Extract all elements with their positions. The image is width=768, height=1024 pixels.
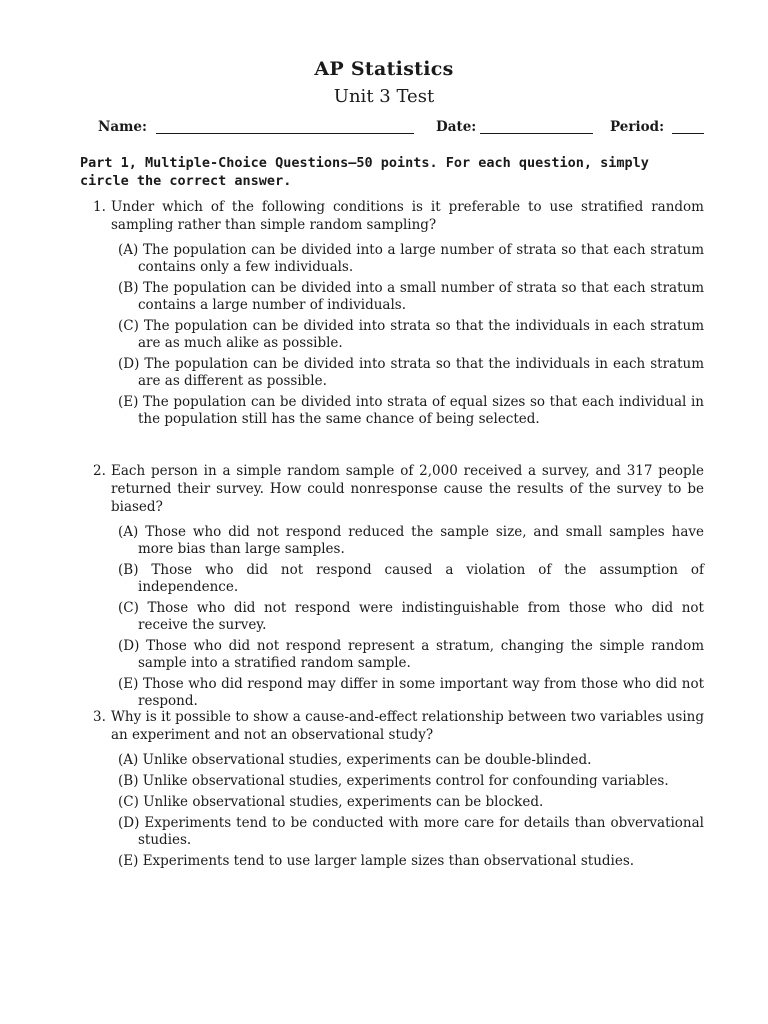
choice-text: Those who did not respond represent a stratum, changing the simple random sample into a stratified random sample. — [138, 638, 704, 671]
choice-text: Experiments tend to be conducted with more care for details than obvervational studies. — [138, 815, 704, 848]
choice-letter: (B) — [118, 562, 139, 578]
choice-e[interactable] — [118, 853, 704, 870]
choice-c[interactable] — [118, 600, 704, 634]
choice-e[interactable] — [118, 394, 704, 428]
choice-text: Those who did not respond caused a violation of the assumption of independence. — [138, 562, 704, 595]
choice-text: Experiments tend to use larger lample sizes than observational studies. — [142, 853, 635, 869]
student-info-fields — [98, 119, 704, 139]
choice-text: Those who did not respond were indistinguishable from those who did not receive the survey. — [138, 600, 704, 633]
date-label: Date: — [436, 119, 477, 135]
choice-text: Unlike observational studies, experiments can be double-blinded. — [142, 752, 592, 768]
question-number: 1. — [93, 199, 106, 215]
choice-text: Unlike observational studies, experiments can be blocked. — [143, 794, 544, 810]
question-text: Why is it possible to show a cause-and-effect relationship between two variables using an experiment and not an observational study? — [111, 709, 704, 743]
choice-letter: (E) — [118, 394, 139, 410]
choice-letter: (B) — [118, 773, 139, 789]
page-subtitle: Unit 3 Test — [333, 86, 435, 107]
period-label: Period: — [610, 119, 665, 135]
choice-text: The population can be divided into strata of equal sizes so that each individual in the population still has the same chance of being selected. — [138, 394, 704, 427]
choice-letter: (E) — [118, 676, 139, 692]
choice-letter: (C) — [118, 794, 139, 810]
choice-c[interactable] — [118, 318, 704, 352]
choice-letter: (B) — [118, 280, 139, 296]
question-number: 2. — [93, 463, 106, 479]
choice-letter: (D) — [118, 356, 140, 372]
choice-text: Unlike observational studies, experiments control for confounding variables. — [142, 773, 669, 789]
date-field[interactable] — [480, 133, 593, 134]
choice-a[interactable] — [118, 752, 704, 769]
page-title: AP Statistics — [314, 58, 454, 80]
choice-text: Those who did not respond reduced the sample size, and small samples have more bias than large samples. — [138, 524, 705, 557]
choice-c[interactable] — [118, 794, 704, 811]
choice-letter: (E) — [118, 853, 139, 869]
question-2 — [93, 462, 704, 714]
part-heading: Part 1, Multiple-Choice Questions—50 points. For each question, simply circle the correct answer. — [80, 155, 649, 189]
choice-list — [118, 524, 704, 710]
choice-a[interactable] — [118, 524, 704, 558]
choice-d[interactable] — [118, 815, 704, 849]
choice-text: The population can be divided into strata so that the individuals in each stratum are as different as possible. — [138, 356, 704, 389]
question-text: Each person in a simple random sample of 2,000 received a survey, and 317 people returned their survey. How could nonresponse cause the results of the survey to be biased? — [111, 463, 704, 515]
choice-letter: (C) — [118, 600, 139, 616]
question-1 — [93, 198, 704, 432]
choice-letter: (A) — [118, 242, 139, 258]
choice-d[interactable] — [118, 356, 704, 390]
question-3 — [93, 708, 704, 874]
choice-list — [118, 752, 704, 870]
question-text: Under which of the following conditions is it preferable to use stratified random sampling rather than simple random sampling? — [111, 199, 704, 233]
choice-a[interactable] — [118, 242, 704, 276]
choice-d[interactable] — [118, 638, 704, 672]
question-number: 3. — [93, 709, 106, 725]
choice-letter: (D) — [118, 638, 140, 654]
choice-b[interactable] — [118, 773, 704, 790]
choice-b[interactable] — [118, 280, 704, 314]
choice-letter: (A) — [118, 752, 139, 768]
choice-b[interactable] — [118, 562, 704, 596]
name-label: Name: — [98, 119, 147, 135]
choice-letter: (A) — [118, 524, 139, 540]
choice-text: The population can be divided into a large number of strata so that each stratum contains only a few individuals. — [138, 242, 704, 275]
choice-list — [118, 242, 704, 428]
choice-text: The population can be divided into strata so that the individuals in each stratum are as much alike as possible. — [138, 318, 704, 351]
choice-e[interactable] — [118, 676, 704, 710]
choice-letter: (D) — [118, 815, 140, 831]
name-field[interactable] — [156, 133, 414, 134]
choice-letter: (C) — [118, 318, 139, 334]
choice-text: The population can be divided into a small number of strata so that each stratum contains a large number of individuals. — [138, 280, 705, 313]
choice-text: Those who did respond may differ in some important way from those who did not respond. — [138, 676, 704, 709]
period-field[interactable] — [672, 133, 704, 134]
